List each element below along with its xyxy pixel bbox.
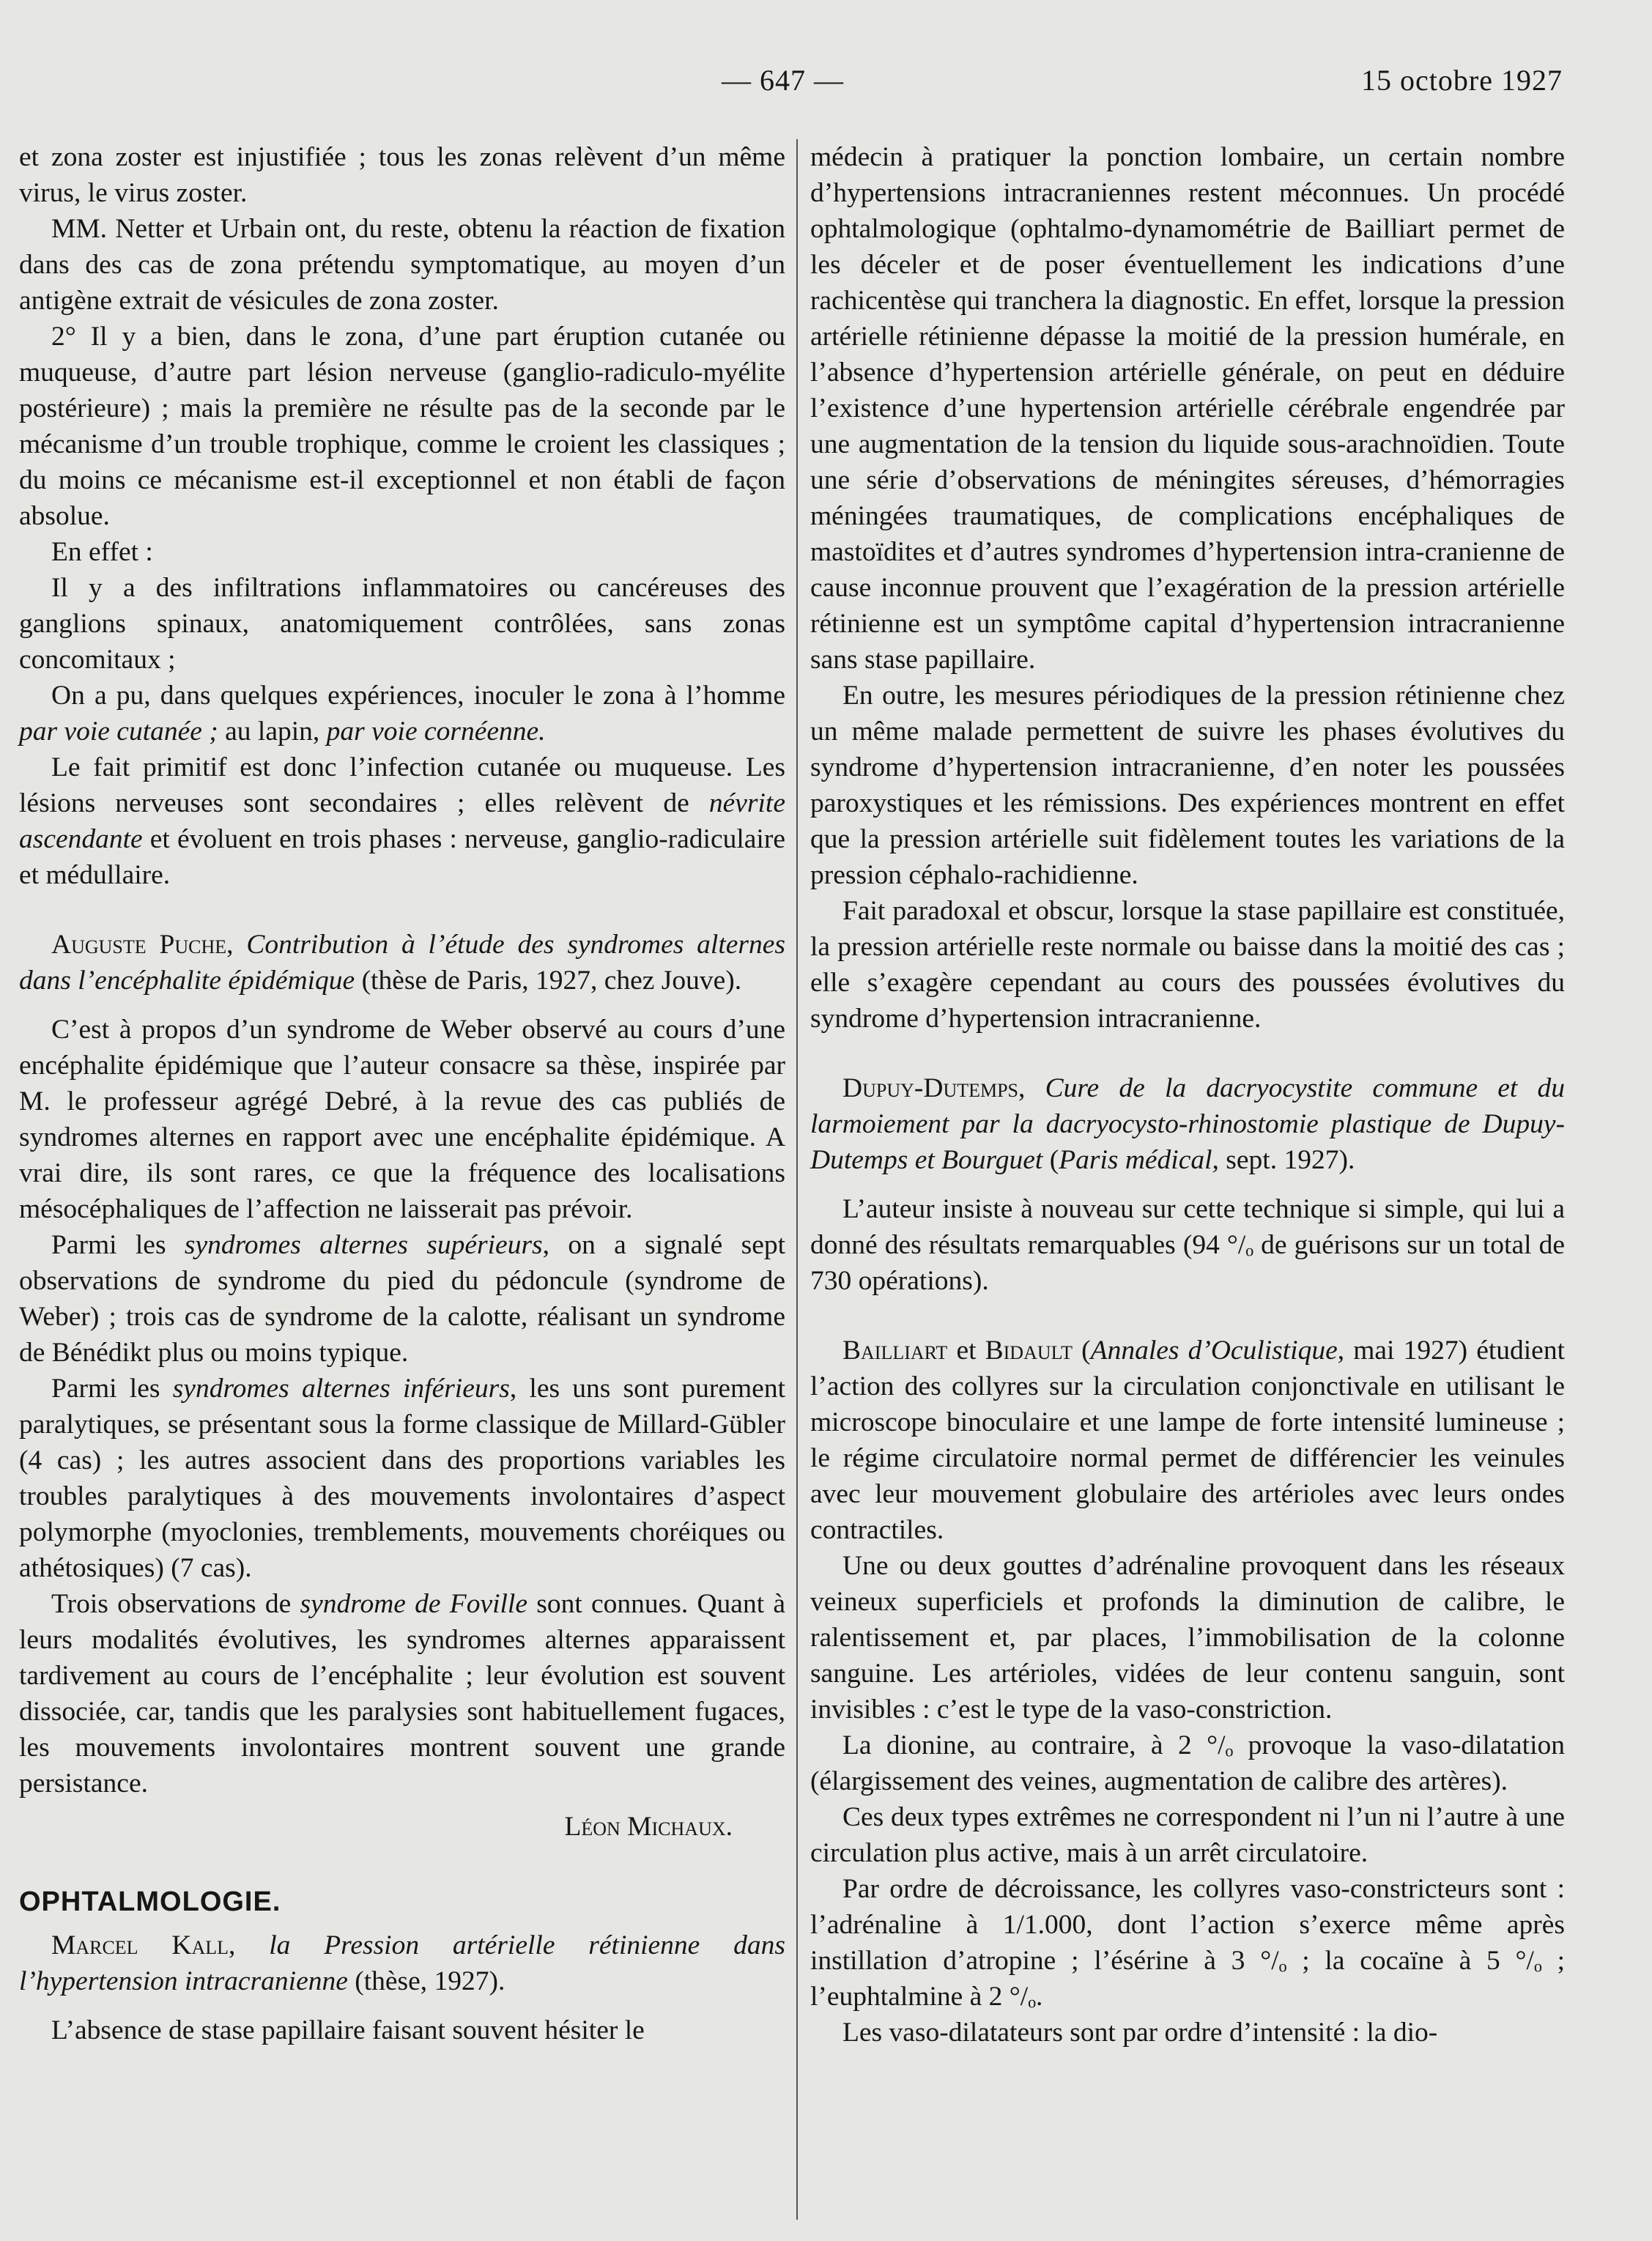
paragraph: Une ou deux gouttes d’adrénaline provoquent dans les réseaux veineux superficiels et profonds la diminution de calibre, le ralentissement et, par places, l’immobilisation de la colonne sanguine. Les artérioles, vidées de leur contenu sanguin, sont invisibles : c’est le type de la vaso-constriction. bbox=[810, 1551, 1565, 1725]
reference-author: Bidault bbox=[985, 1336, 1073, 1366]
reference-title: Cure de la dacryocystite commune et du larmoiement par la dacryocysto-rhinostomie plastique de Dupuy-Dutemps et Bourguet bbox=[810, 1073, 1566, 1175]
paragraph: Ces deux types extrêmes ne correspondent ni l’un ni l’autre à une circulation plus active, mais à un arrêt circulatoire. bbox=[810, 1802, 1565, 1868]
page-header bbox=[0, 63, 1652, 107]
author-signature: Léon Michaux. bbox=[564, 1812, 733, 1842]
italic-run: par voie cutanée ; bbox=[19, 716, 218, 747]
paragraph bbox=[19, 1371, 785, 1586]
text-run: et bbox=[947, 1336, 985, 1366]
reference-author: Bailliart bbox=[842, 1336, 948, 1366]
paragraph: En effet : bbox=[51, 537, 153, 567]
paragraph: L’absence de stase papillaire faisant souvent hésiter le bbox=[51, 2015, 645, 2045]
text-run: Trois observations de bbox=[51, 1589, 300, 1619]
reference-entry: Marcel Kall, la Pression artérielle rétinienne dans l’hypertension intracranienne (thèse, 1927). bbox=[19, 1930, 785, 1996]
left-column bbox=[19, 139, 785, 2048]
text-run: au lapin, bbox=[218, 716, 327, 747]
reference-journal: Paris médical, bbox=[1059, 1145, 1219, 1175]
text-run: Parmi les bbox=[51, 1230, 185, 1260]
paragraph bbox=[19, 749, 785, 893]
reference-entry: Auguste Puche, Contribution à l’étude des syndromes alternes dans l’encéphalite épidémique (thèse de Paris, 1927, chez Jouve). bbox=[19, 930, 785, 996]
reference-title: Contribution à l’étude des syndromes alternes dans l’encéphalite épidémique bbox=[19, 930, 785, 996]
paragraph: L’auteur insiste à nouveau sur cette technique si simple, qui lui a donné des résultats remarquables (94 °/ₒ de guérisons sur un total de 730 opérations). bbox=[810, 1194, 1565, 1296]
text-run: Parmi les bbox=[51, 1374, 173, 1404]
reference-entry: Dupuy-Dutemps, Cure de la dacryocystite commune et du larmoiement par la dacryocysto-rhinostomie plastique de Dupuy-Dutemps et Bourguet (Paris médical, sept. 1927). bbox=[810, 1073, 1566, 1175]
text-run: ( bbox=[1073, 1336, 1091, 1366]
reference-entry bbox=[810, 1333, 1565, 1548]
italic-run: par voie cornéenne. bbox=[326, 716, 546, 747]
paragraph: En outre, les mesures périodiques de la pression rétinienne chez un même malade permettent de suivre les phases évolutives du syndrome d’hypertension intracranienne, d’en noter les poussées paroxystiques et les rémissions. Des expériences montrent en effet que la pression artérielle suit fidèlement toutes les variations de la pression céphalo-rachidienne. bbox=[810, 681, 1565, 890]
text-run: , on a signalé sept observations de syndrome du pied du pédoncule (syndrome de Weber) ; trois cas de syndrome de la calotte, réalisant un syndrome de Bénédikt plus ou moins typique. bbox=[19, 1230, 786, 1368]
right-column bbox=[810, 139, 1565, 2051]
paragraph: 2° Il y a bien, dans le zona, d’une part éruption cutanée ou muqueuse, d’autre part lésion nerveuse (ganglio-radiculo-myélite postérieure) ; mais la première ne résulte pas de la seconde par le mécanisme d’un trouble trophique, comme le croient les classiques ; du moins ce mécanisme est-il exceptionnel et non établi de façon absolue. bbox=[19, 322, 785, 531]
text-run: sont connues. Quant à leurs modalités évolutives, les syndromes alternes apparaissent tardivement au cours de l’encéphalite ; leur évolution est souvent dissociée, car, tandis que les paralysies sont habituellement fugaces, les mouvements involontaires montrent souvent une grande persistance. bbox=[19, 1589, 785, 1799]
reference-title: la Pression artérielle rétinienne dans l’hypertension intracranienne bbox=[19, 1930, 785, 1996]
paragraph: Il y a des infiltrations inflammatoires ou cancéreuses des ganglions spinaux, anatomiquement contrôlées, sans zonas concomitaux ; bbox=[19, 573, 785, 675]
text-run: ( bbox=[1042, 1145, 1059, 1175]
text-run: On a pu, dans quelques expériences, inoculer le zona à l’homme bbox=[51, 681, 785, 711]
reference-details: , mai 1927) étudient l’action des collyres sur la circulation conjonctivale en utilisant le microscope binoculaire et une lampe de forte intensité lumineuse ; le régime circulatoire normal permet de différencier les veinules avec leur mouvement globulaire des artérioles avec leurs ondes contractiles. bbox=[810, 1336, 1565, 1545]
paragraph: Par ordre de décroissance, les collyres vaso-constricteurs sont : l’adrénaline à 1/1.000, dont l’action s’exerce même après instillation d’atropine ; l’ésérine à 3 °/ₒ ; la cocaïne à 5 °/ₒ ; l’euphtalmine à 2 °/ₒ. bbox=[810, 1874, 1565, 2012]
paragraph bbox=[19, 678, 785, 749]
reference-author: Auguste Puche bbox=[51, 930, 227, 960]
reference-details: sept. 1927). bbox=[1218, 1145, 1355, 1175]
paragraph bbox=[19, 1586, 785, 1801]
paragraph bbox=[19, 1227, 785, 1371]
italic-run: syndromes alternes inférieurs bbox=[172, 1374, 510, 1404]
reference-journal: Annales d’Oculistique bbox=[1090, 1336, 1338, 1366]
paragraph: Les vaso-dilatateurs sont par ordre d’intensité : la dio- bbox=[842, 2018, 1438, 2048]
reference-author: Dupuy-Dutemps bbox=[842, 1073, 1019, 1103]
italic-run: syndrome de Foville bbox=[300, 1589, 527, 1619]
reference-author: Marcel Kall bbox=[51, 1930, 229, 1960]
paragraph: et zona zoster est injustifiée ; tous les zonas relèvent d’un même virus, le virus zoster. bbox=[19, 142, 785, 208]
paragraph: La dionine, au contraire, à 2 °/ₒ provoque la vaso-dilatation (élargissement des veines, augmentation de calibre des artères). bbox=[810, 1730, 1565, 1796]
paragraph: MM. Netter et Urbain ont, du reste, obtenu la réaction de fixation dans des cas de zona prétendu symptomatique, au moyen d’un antigène extrait de vésicules de zona zoster. bbox=[19, 214, 785, 316]
italic-run: névrite ascendante bbox=[19, 788, 785, 854]
page-number: — 647 — bbox=[722, 64, 844, 97]
paragraph: médecin à pratiquer la ponction lombaire, un certain nombre d’hypertensions intracraniennes restent méconnues. Un procédé ophtalmologique (ophtalmo-dynamométrie de Bailliart permet de les déceler et de poser éventuellement les indications d’une rachicentèse qui tranchera la diagnostic. En effet, lorsque la pression artérielle rétinienne dépasse la moitié de la pression humérale, en l’absence d’hypertension artérielle générale, on peut en déduire l’existence d’une hypertension artérielle cérébrale engendrée par une augmentation de la tension du liquide sous-arachnoïdien. Toute une série d’observations de méningites séreuses, d’hémorragies méningées traumatiques, de complications encéphaliques de mastoïdites et d’autres syndromes d’hypertension intra-cranienne de cause inconnue prouvent que l’exagération de la pression artérielle rétinienne est un symptôme capital d’hypertension intracranienne sans stase papillaire. bbox=[810, 142, 1565, 675]
text-run: , les uns sont purement paralytiques, se présentant sous la forme classique de Millard-Gübler (4 cas) ; les autres associent dans des proportions variables les troubles paralytiques à des mouvements involontaires d’aspect polymorphe (myoclonies, tremblements, mouvements choréiques ou athétosiques) (7 cas). bbox=[19, 1374, 785, 1583]
reference-details: (thèse, 1927). bbox=[347, 1966, 505, 1996]
section-heading: OPHTALMOLOGIE. bbox=[19, 1886, 281, 1917]
italic-run: syndromes alternes supérieurs bbox=[184, 1230, 543, 1260]
column-divider bbox=[796, 139, 798, 2220]
text-run: Le fait primitif est donc l’infection cutanée ou muqueuse. Les lésions nerveuses sont secondaires ; elles relèvent de bbox=[19, 752, 785, 818]
reference-details: (thèse de Paris, 1927, chez Jouve). bbox=[355, 966, 742, 996]
paragraph: Fait paradoxal et obscur, lorsque la stase papillaire est constituée, la pression artérielle reste normale ou baisse dans la moitié des cas ; elle s’exagère cependant au cours des poussées évolutives du syndrome d’hypertension intracranienne. bbox=[810, 896, 1565, 1034]
text-run: et évoluent en trois phases : nerveuse, ganglio-radiculaire et médullaire. bbox=[19, 824, 785, 890]
issue-date: 15 octobre 1927 bbox=[1361, 64, 1563, 97]
paragraph: C’est à propos d’un syndrome de Weber observé au cours d’une encéphalite épidémique que l’auteur consacre sa thèse, inspirée par M. le professeur agrégé Debré, à la revue des cas publiés de syndromes alternes en rapport avec une encéphalite épidémique. A vrai dire, ils sont rares, ce que la fréquence des localisations mésocéphaliques de l’affection ne laisserait pas prévoir. bbox=[19, 1015, 785, 1224]
